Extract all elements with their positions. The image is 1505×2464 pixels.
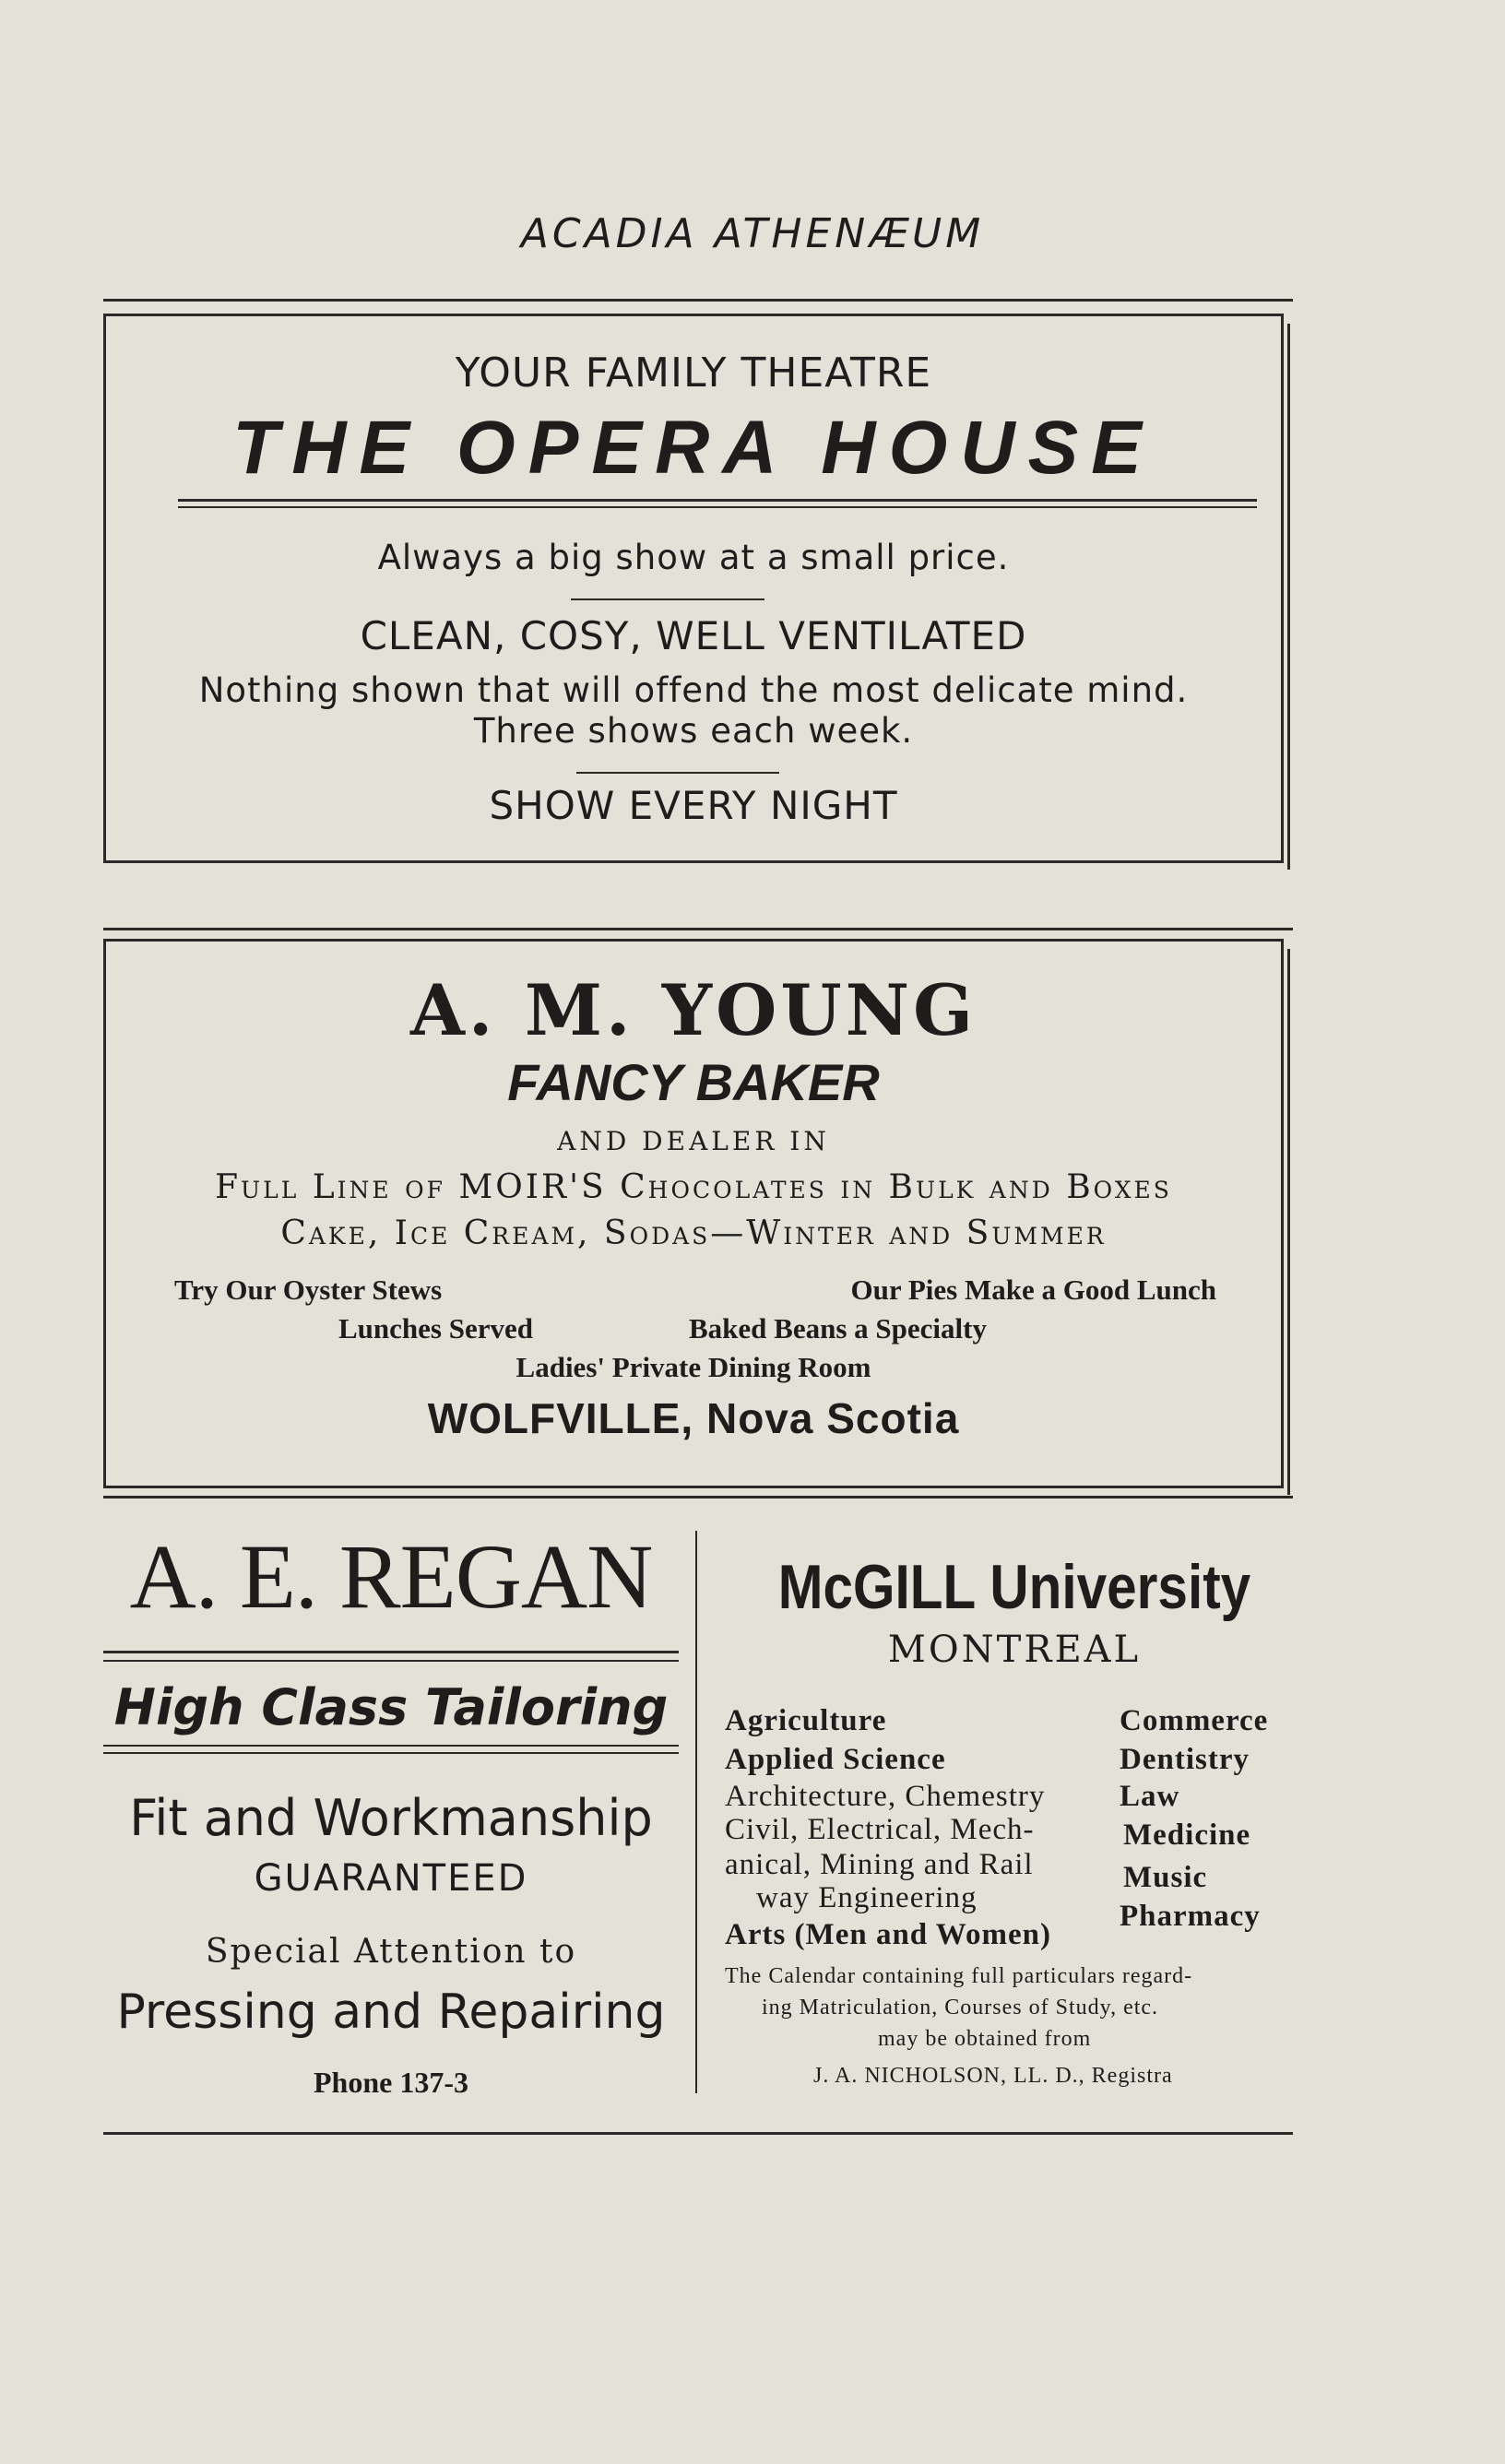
divider-rule <box>103 1496 1293 1499</box>
mcgill-faculty: Music <box>1123 1861 1208 1894</box>
column-divider <box>695 1531 697 2093</box>
mcgill-faculty: Dentistry <box>1120 1743 1250 1776</box>
divider-rule <box>178 506 1257 508</box>
young-trade: FANCY BAKER <box>507 1053 880 1111</box>
mcgill-faculty: Architecture, Chemestry <box>725 1780 1046 1813</box>
divider-rule <box>103 1752 679 1754</box>
divider-dash <box>571 598 764 600</box>
opera-house-ad <box>103 314 1284 863</box>
mcgill-faculty: way Engineering <box>756 1881 978 1914</box>
opera-subtitle: YOUR FAMILY THEATRE <box>455 349 932 397</box>
mcgill-faculty: anical, Mining and Rail <box>725 1848 1034 1881</box>
regan-line: Fit and Workmanship <box>129 1789 653 1847</box>
mcgill-city: MONTREAL <box>887 1629 1142 1671</box>
young-name: A. M. YOUNG <box>409 969 978 1051</box>
regan-trade: High Class Tailoring <box>113 1678 669 1736</box>
young-item: Our Pies Make a Good Lunch <box>850 1273 1216 1306</box>
young-item: Baked Beans a Specialty <box>689 1312 987 1345</box>
divider-rule <box>103 1745 679 1747</box>
mcgill-faculty: Law <box>1120 1780 1180 1813</box>
opera-tagline: Always a big show at a small price. <box>377 538 1010 577</box>
regan-line: GUARANTEED <box>254 1857 528 1900</box>
mcgill-faculty: Medicine <box>1123 1818 1251 1852</box>
opera-title: THE OPERA HOUSE <box>232 406 1155 490</box>
opera-line: SHOW EVERY NIGHT <box>489 783 898 828</box>
young-town: WOLFVILLE, Nova Scotia <box>427 1394 960 1442</box>
opera-line: Nothing shown that will offend the most delicate mind. <box>198 670 1189 710</box>
divider-rule <box>103 1651 679 1653</box>
mcgill-calendar-note: ing Matriculation, Courses of Study, etc. <box>762 1996 1159 2020</box>
mcgill-faculty: Agriculture <box>725 1704 887 1737</box>
young-line: Cake, Ice Cream, Sodas—Winter and Summer <box>280 1214 1107 1252</box>
divider-dash <box>576 772 779 774</box>
regan-name: A. E. REGAN <box>129 1525 653 1628</box>
mcgill-faculty: Arts (Men and Women) <box>725 1918 1051 1951</box>
mcgill-calendar-note: The Calendar containing full particulars regard- <box>725 1964 1193 1988</box>
divider-rule <box>103 2132 1293 2135</box>
mcgill-faculty: Commerce <box>1120 1704 1269 1737</box>
divider-rule <box>178 499 1257 502</box>
regan-line: Pressing and Repairing <box>116 1984 666 2040</box>
mcgill-name: McGILL University <box>777 1552 1251 1622</box>
divider-rule <box>103 928 1293 930</box>
mcgill-faculty: Pharmacy <box>1120 1900 1261 1933</box>
divider-rule <box>103 1660 679 1662</box>
mcgill-faculty: Civil, Electrical, Mech- <box>725 1813 1035 1846</box>
running-head: ACADIA ATHENÆUM <box>520 210 985 257</box>
young-item: Lunches Served <box>338 1312 533 1345</box>
opera-line: Three shows each week. <box>473 711 914 751</box>
young-item: Ladies' Private Dining Room <box>515 1351 871 1383</box>
regan-phone: Phone 137-3 <box>314 2066 468 2099</box>
opera-line: CLEAN, COSY, WELL VENTILATED <box>360 613 1027 658</box>
divider-rule <box>103 299 1293 302</box>
mcgill-registrar: J. A. NICHOLSON, LL. D., Registra <box>813 2064 1173 2088</box>
young-dealer: AND DEALER IN <box>557 1126 830 1156</box>
mcgill-faculty: Applied Science <box>725 1743 946 1776</box>
young-item: Try Our Oyster Stews <box>174 1273 443 1306</box>
regan-line: Special Attention to <box>205 1933 577 1971</box>
young-line: Full Line of MOIR'S Chocolates in Bulk and Boxes <box>215 1168 1172 1206</box>
young-bakery-ad <box>103 939 1284 1488</box>
mcgill-calendar-note: may be obtained from <box>878 2027 1092 2051</box>
